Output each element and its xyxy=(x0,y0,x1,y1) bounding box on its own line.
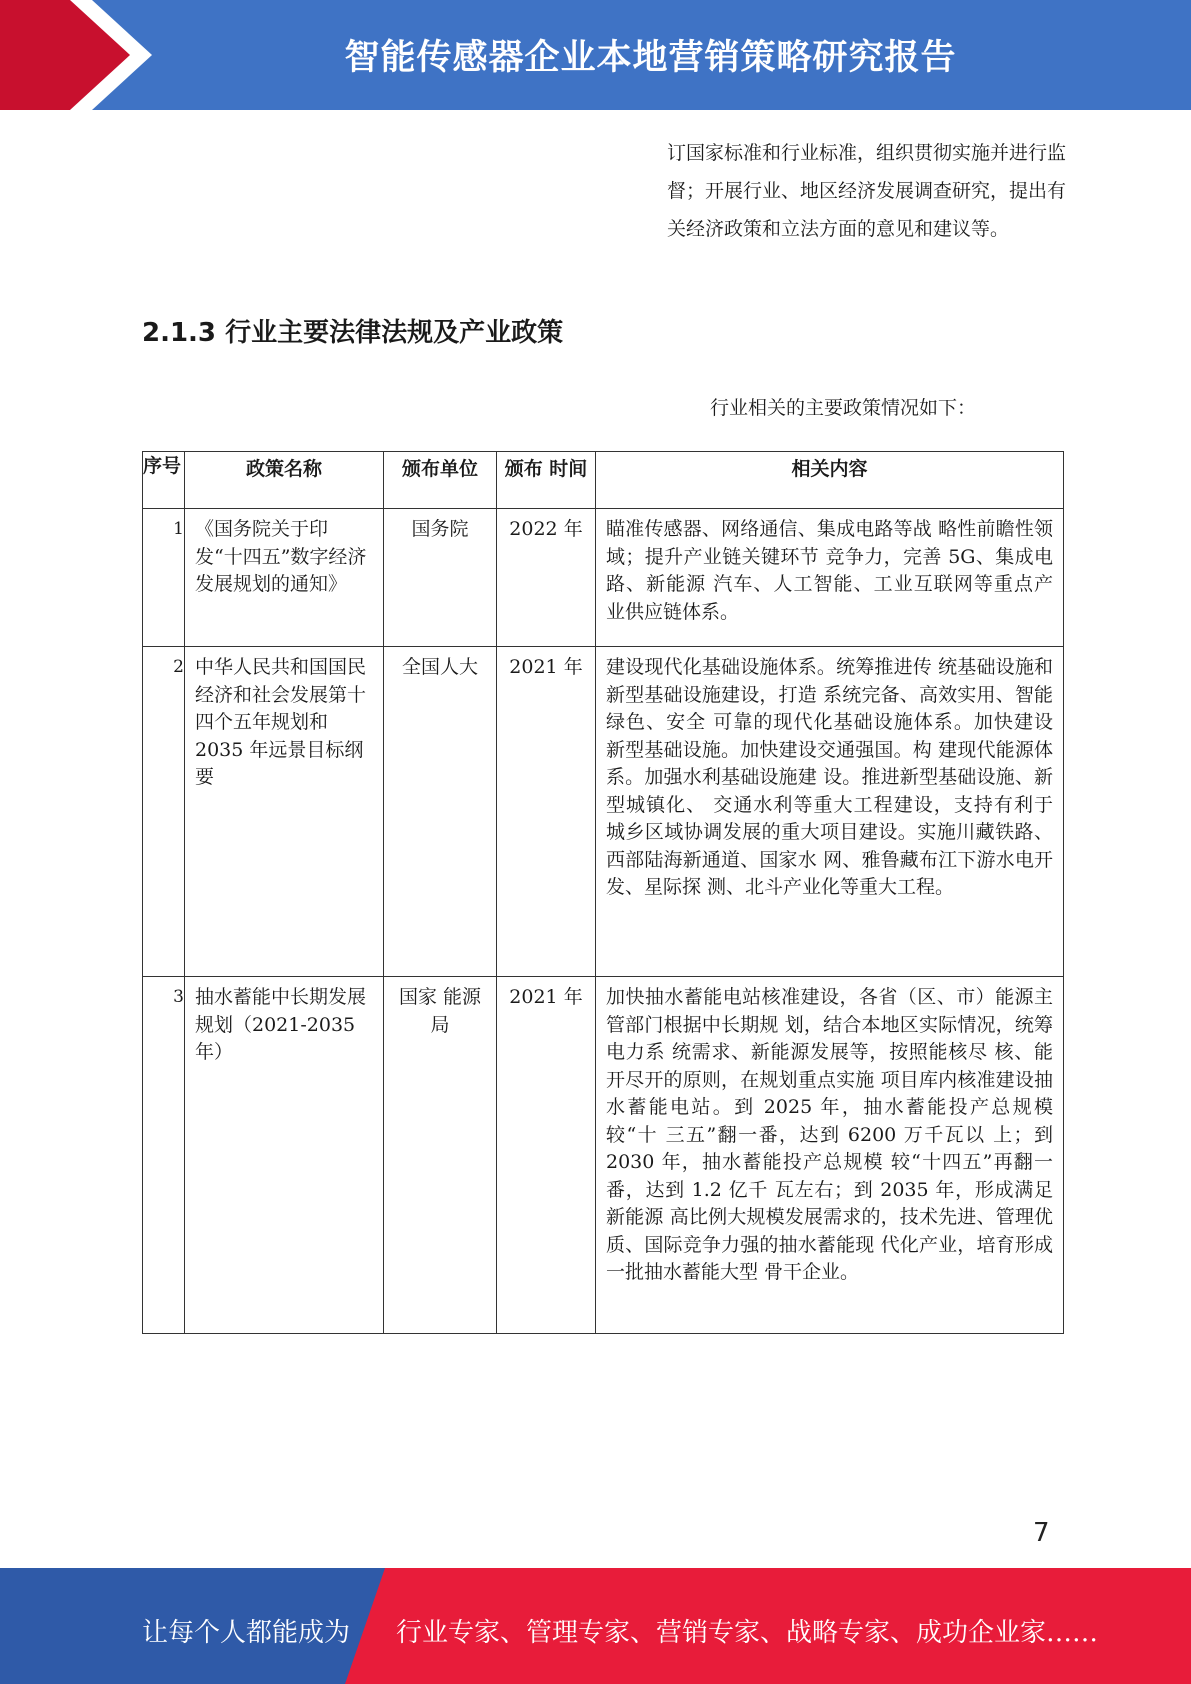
table-row xyxy=(143,647,1064,977)
table-row xyxy=(143,977,1064,1334)
policy-name: 中华人民共和国国民经济和社会发展第十四个五年规划和 2035 年远景目标纲要 xyxy=(185,647,384,977)
issuing-org: 国务院 xyxy=(384,509,497,647)
row-index: 2 xyxy=(143,647,185,977)
issuing-org: 全国人大 xyxy=(384,647,497,977)
section-heading: 2.1.3 行业主要法律法规及产业政策 xyxy=(142,318,564,348)
policy-table xyxy=(142,451,1064,1334)
table-row xyxy=(143,509,1064,647)
policy-content: 加快抽水蓄能电站核准建设，各省（区、市）能源主管部门根据中长期规 划，结合本地区实际情况，统筹电力系 统需求、新能源发展等，按照能核尽 核、能开尽开的原则，在规划重点实施 项目库内核准建设抽水蓄能电站。到 2025 年，抽水蓄能投产总规模较“十 三五”翻一番，达到 6200 万千瓦以 上；到 2030 年，抽水蓄能投产总规模 较“十四五”再翻一番，达到 1.2 亿千 瓦左右；到 2035 年，形成满足新能源 高比例大规模发展需求的，技术先进、管理优质、国际竞争力强的抽水蓄能现 代化产业，培育形成一批抽水蓄能大型 骨干企业。 xyxy=(596,977,1064,1334)
footer-slogan-left: 让每个人都能成为 xyxy=(142,1618,351,1648)
issue-time: 2021 年 xyxy=(497,647,596,977)
footer-slogan-right: 行业专家、管理专家、营销专家、战略专家、成功企业家…… xyxy=(396,1618,1099,1648)
table-caption: 行业相关的主要政策情况如下： xyxy=(710,397,977,419)
header-name: 政策名称 xyxy=(185,452,384,509)
header-time: 颁布 时间 xyxy=(497,452,596,509)
issue-time: 2021 年 xyxy=(497,977,596,1334)
policy-name: 抽水蓄能中长期发展规划（2021-2035 年） xyxy=(185,977,384,1334)
policy-content: 建设现代化基础设施体系。统筹推进传 统基础设施和新型基础设施建设，打造 系统完备、高效实用、智能绿色、安全 可靠的现代化基础设施体系。加快建设 新型基础设施。加快建设交通强国。构 建现代能源体系。加强水利基础设施建 设。推进新型基础设施、新型城镇化、 交通水利等重大工程建设，支持有利于 城乡区域协调发展的重大项目建设。实施川藏铁路、西部陆海新通道、国家水 网、雅鲁藏布江下游水电开发、星际探 测、北斗产业化等重大工程。 xyxy=(596,647,1064,977)
row-index: 1 xyxy=(143,509,185,647)
header-index: 序号 xyxy=(143,452,185,509)
intro-paragraph: 订国家标准和行业标准，组织贯彻实施并进行监督；开展行业、地区经济发展调查研究，提出有关经济政策和立法方面的意见和建议等。 xyxy=(667,142,1067,240)
row-index: 3 xyxy=(143,977,185,1334)
page-header xyxy=(0,0,1191,110)
issuing-org: 国家 能源局 xyxy=(384,977,497,1334)
header-org: 颁布单位 xyxy=(384,452,497,509)
header-title: 智能传感器企业本地营销策略研究报告 xyxy=(344,38,957,78)
policy-content: 瞄准传感器、网络通信、集成电路等战 略性前瞻性领域；提升产业链关键环节 竞争力，完善 5G、集成电路、新能源 汽车、人工智能、工业互联网等重点产 业供应链体系。 xyxy=(596,509,1064,647)
header-content: 相关内容 xyxy=(596,452,1064,509)
page-number: 7 xyxy=(1033,1518,1050,1548)
table-header-row xyxy=(143,452,1064,509)
policy-name: 《国务院关于印发“十四五”数字经济发展规划的通知》 xyxy=(185,509,384,647)
issue-time: 2022 年 xyxy=(497,509,596,647)
